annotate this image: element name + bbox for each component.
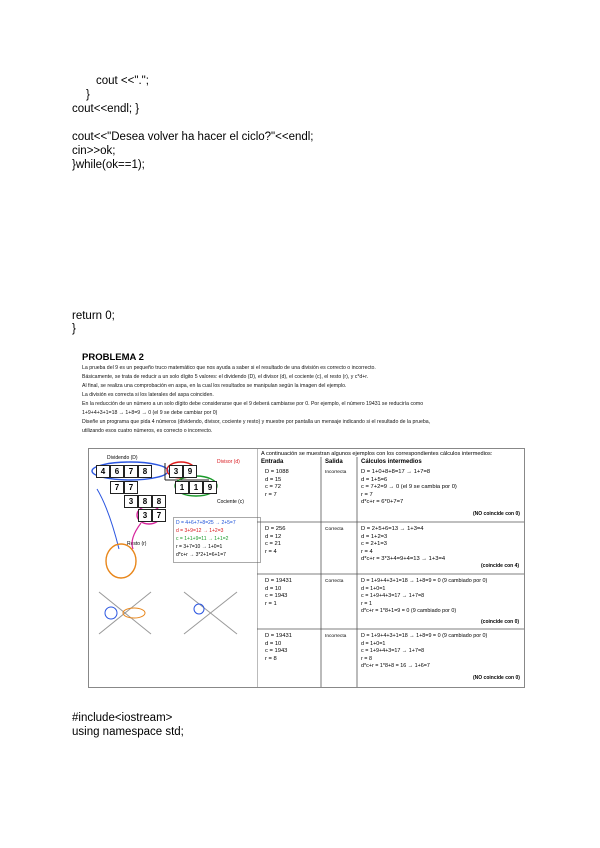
digit-box: 3 xyxy=(124,495,138,508)
result-note: (coincide con 4) xyxy=(481,563,520,569)
quotient-label: Cociente (c) xyxy=(217,499,244,505)
code-line: } xyxy=(86,89,90,101)
calc-line: d = 3+9=12 → 1+2=3 xyxy=(176,528,224,534)
digit-box: 4 xyxy=(96,465,110,478)
code-line: return 0; xyxy=(72,310,115,322)
problem-text-line: En la reducción de un número a un solo dígito debe considerarse que el 9 deberá cambiarse por 0. Por ejemplo, el número 19431 se reduciría como xyxy=(82,401,424,407)
calc-line: d*c+r → 3*2+1=6+1=7 xyxy=(176,552,226,558)
calc-cell: D = 1+0+8+8=17 → 1+7=8 d = 1+5=6 c = 7+2=9 → 0 (el 9 se cambia por 0) r = 7 d*c+r = 6*0+7=7 xyxy=(361,469,457,506)
code-line: cin>>ok; xyxy=(72,145,116,157)
problem-text-line: La prueba del 9 es un pequeño truco matemático que nos ayuda a saber si el resultado de una división es correcto o incorrecto. xyxy=(82,365,376,371)
table-intro: A continuación se muestran algunos ejemplos con los correspondientes cálculos intermedios: xyxy=(261,451,493,457)
result-note: (NO coincide con 0) xyxy=(473,511,520,517)
code-line: cout <<"."; xyxy=(96,75,149,87)
calc-cell: D = 1+9+4+3+1=18 → 1+8=9 = 0 (9 cambiado por 0) d = 1+0=1 c = 1+9+4+3=17 → 1+7=8 r = 8 d*c+r = 1*8+8 = 16 → 1+6=7 xyxy=(361,633,488,670)
code-line: }while(ok==1); xyxy=(72,159,145,171)
problem-text-line: 1+9+4+3+1=18 → 1+8=9 → 0 (el 9 se debe cambiar por 0) xyxy=(82,410,218,416)
calc-line: c = 1+1+9=11 → 1+1=2 xyxy=(176,536,229,542)
digit-box: 7 xyxy=(124,465,138,478)
entrada-cell: D = 1088 d = 15 c = 72 r = 7 xyxy=(265,469,289,498)
code-line: using namespace std; xyxy=(72,726,184,738)
calc-line: D = 4+6+7+8=25 → 2+5=7 xyxy=(176,520,236,526)
problem-text-line: La división es correcta si los laterales del aspa coinciden. xyxy=(82,392,214,398)
col-header-calculos: Cálculos intermedios xyxy=(361,459,422,465)
digit-box: 6 xyxy=(110,465,124,478)
code-line: cout<<endl; } xyxy=(72,103,140,115)
calc-cell: D = 1+9+4+3+1=18 → 1+8=9 = 0 (9 cambiado por 0) d = 1+0=1 c = 1+9+4+3=17 → 1+7=8 r = 1 d*c+r = 1*8+1=9 = 0 (9 cambiado por 0) xyxy=(361,578,488,615)
code-line: #include<iostream> xyxy=(72,712,173,724)
col-header-salida: Salida xyxy=(325,459,343,465)
problem-text-line: Diseñe un programa que pida 4 números (dividendo, divisor, cociente y resto) y muestre por pantalla un mensaje indicando si el resultado de la prueba, xyxy=(82,419,431,425)
problem-image xyxy=(82,352,528,690)
digit-box: 3 xyxy=(138,509,152,522)
digit-box: 8 xyxy=(152,495,166,508)
problem-text-line: Al final, se realiza una comprobación en aspa, en la cual los resultados se manipulan según la imagen del ejemplo. xyxy=(82,383,347,389)
digit-box: 8 xyxy=(138,465,152,478)
digit-box: 7 xyxy=(110,481,124,494)
problem-text-line: utilizando esos cuatro números, es correcto o incorrecto. xyxy=(82,428,213,434)
result-note: (NO coincide con 0) xyxy=(473,675,520,681)
entrada-cell: D = 19431 d = 10 c = 1943 r = 8 xyxy=(265,633,292,662)
dividend-label: Dividendo (D) xyxy=(107,455,138,461)
problem-title: PROBLEMA 2 xyxy=(82,352,144,363)
problem-text-line: Básicamente, se trata de reducir a un solo dígito 5 valores: el dividendo (D), el divisor (d), el cociente (c), el resto (r), y c*d+r. xyxy=(82,374,369,380)
digit-box: 1 xyxy=(189,481,203,494)
remainder-label: Resto (r) xyxy=(127,541,147,547)
calc-cell: D = 2+5+6=13 → 1+3=4 d = 1+2=3 c = 2+1=3 r = 4 d*c+r = 3*3+4=9+4=13 → 1+3=4 xyxy=(361,526,446,563)
digit-box: 9 xyxy=(183,465,197,478)
calc-box xyxy=(173,517,261,563)
code-line: cout<<"Desea volver ha hacer el ciclo?"<<endl; xyxy=(72,131,314,143)
salida-cell: Incorrecta xyxy=(325,634,347,639)
calc-line: r = 3+7=10 → 1+0=1 xyxy=(176,544,223,550)
code-line: } xyxy=(72,323,76,335)
digit-box: 7 xyxy=(124,481,138,494)
entrada-cell: D = 19431 d = 10 c = 1943 r = 1 xyxy=(265,578,292,607)
digit-box: 9 xyxy=(203,481,217,494)
digit-box: 8 xyxy=(138,495,152,508)
divisor-label: Divisor (d) xyxy=(217,459,240,465)
digit-box: 7 xyxy=(152,509,166,522)
col-header-entrada: Entrada xyxy=(261,459,284,465)
example-figure xyxy=(88,448,525,688)
salida-cell: Correcta xyxy=(325,579,344,584)
salida-cell: Correcta xyxy=(325,527,344,532)
digit-box: 1 xyxy=(175,481,189,494)
result-note: (coincide con 0) xyxy=(481,619,520,625)
salida-cell: Incorrecta xyxy=(325,470,347,475)
entrada-cell: D = 256 d = 12 c = 21 r = 4 xyxy=(265,526,286,555)
digit-box: 3 xyxy=(169,465,183,478)
